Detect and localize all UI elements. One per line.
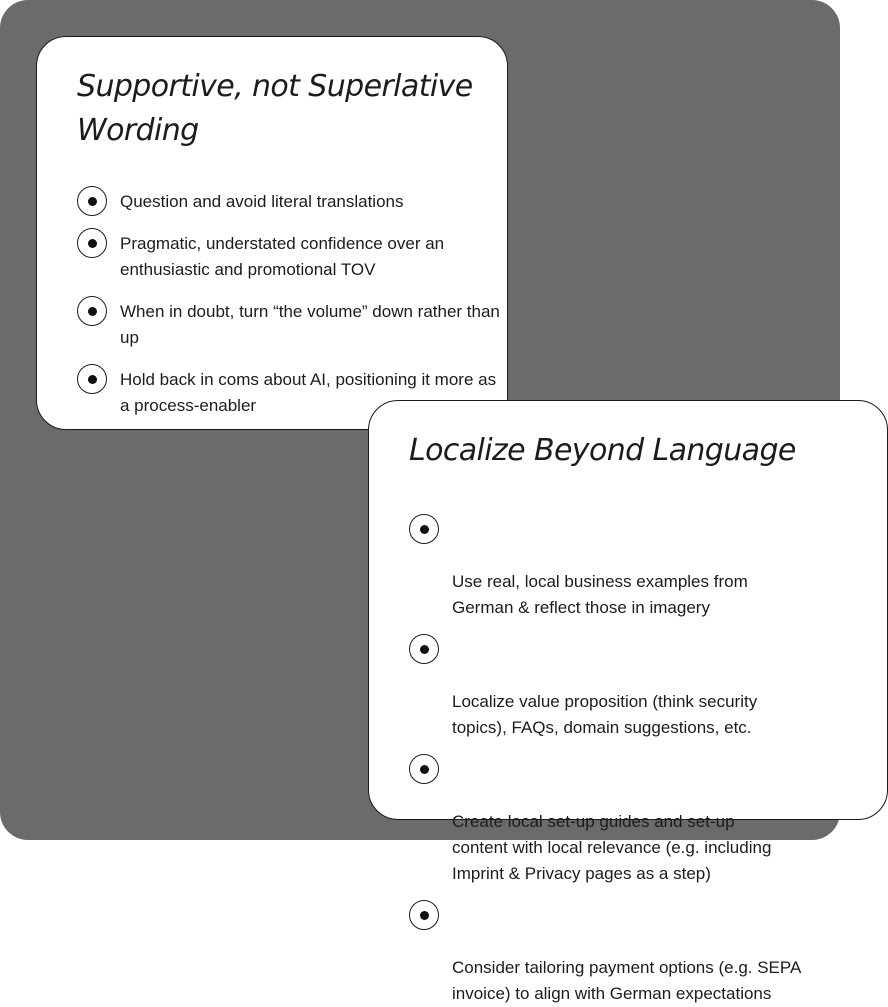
list-item [77,231,500,283]
bullet-dot-icon [77,364,107,394]
bullet-dot-icon [409,900,439,930]
bullet-list [409,517,867,1007]
bullet-dot-icon [409,514,439,544]
card-title: Supportive, not Superlative Wording [77,69,473,148]
list-item [409,517,842,621]
bullet-text: Consider tailoring payment options (e.g. SEPA invoice) to align with German expectations [452,958,802,1003]
list-item [409,903,842,1007]
wording-card [36,36,508,430]
list-item [409,637,842,741]
bullet-dot-icon [77,228,107,258]
bullet-dot-icon [409,634,439,664]
list-item [409,757,842,887]
bullet-dot-icon [409,754,439,784]
list-item [77,299,500,351]
bullet-text: When in doubt, turn “the volume” down rather than up [120,302,500,347]
bullet-text: Hold back in coms about AI, positioning it more as a process-enabler [120,370,497,415]
bullet-text: Create local set-up guides and set-up content with local relevance (e.g. including Imprint & Privacy pages as a step) [452,812,772,883]
bullet-text: Localize value proposition (think security topics), FAQs, domain suggestions, etc. [452,692,758,737]
bullet-dot-icon [77,296,107,326]
card-title: Localize Beyond Language [409,433,796,468]
localize-card [368,400,888,1003]
bullet-text: Use real, local business examples from German & reflect those in imagery [452,572,748,617]
list-item [77,189,500,215]
bullet-text: Question and avoid literal translations [120,192,404,211]
bullet-dot-icon [77,186,107,216]
bullet-list [77,189,500,419]
bullet-text: Pragmatic, understated confidence over an enthusiastic and promotional TOV [120,234,445,279]
